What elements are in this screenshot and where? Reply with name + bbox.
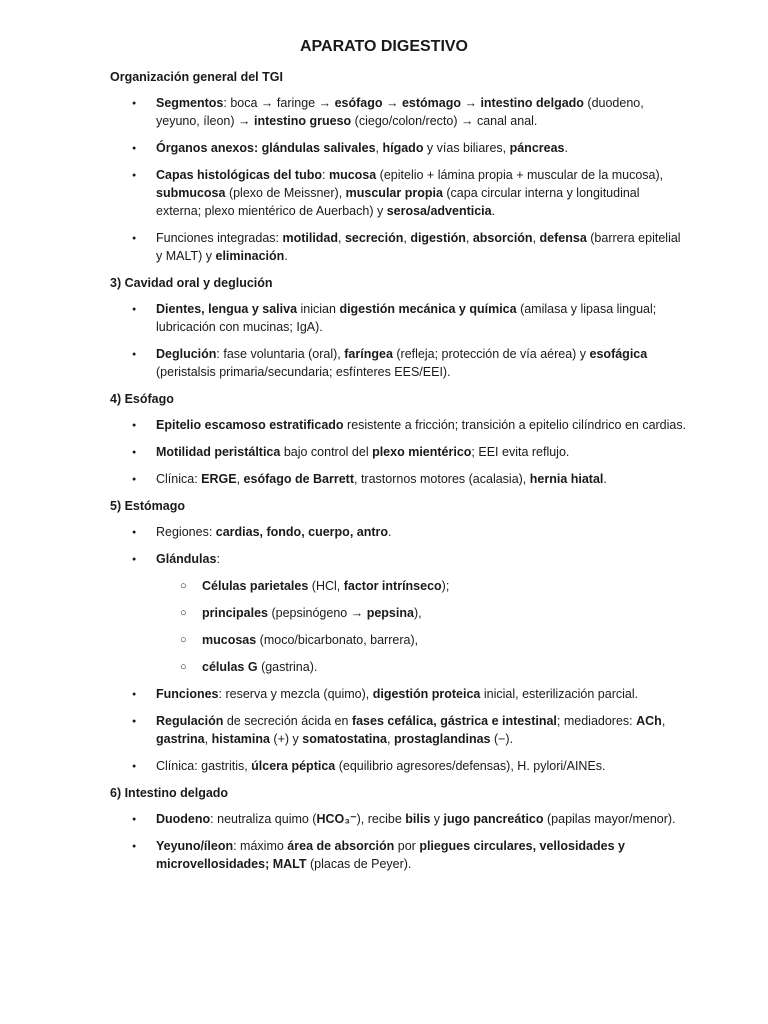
list-item [110,443,688,461]
text: , [375,141,383,155]
bullet-icon: ● [132,449,137,456]
text: (plexo de Meissner), [225,186,346,200]
text: : neutraliza quimo ( [210,812,317,826]
section-heading: 3) Cavidad oral y deglución [110,276,273,290]
text: (barrera epitelial y MALT) y [156,231,681,263]
text: , [236,472,244,486]
text: resistente a fricción; transición a epitelio cilíndrico en cardias. [343,418,687,432]
bold-text: esófago [334,96,383,110]
bold-text: Dientes, lengua y saliva [156,302,298,316]
bold-text: pepsina [366,606,414,620]
text: (+) y [269,732,303,746]
bold-text: jugo pancreático [443,812,544,826]
bullet-icon: ● [132,556,137,563]
sub-list-item [156,658,688,676]
text: (equilibrio agresores/defensas), H. pylori/AINEs. [335,759,606,773]
text: , [204,732,212,746]
section-heading: 4) Esófago [110,392,174,406]
bold-text: serosa/adventicia [386,204,492,218]
bullet-icon: ● [132,100,137,107]
text: de secreción ácida en [223,714,352,728]
text: . [491,204,496,218]
bullet-icon: ● [132,145,137,152]
hollow-bullet-icon: ○ [180,607,187,619]
bold-text: mucosa [328,168,377,182]
bullet-icon: ● [132,476,137,483]
bold-text: plexo mientérico [372,445,472,459]
text: inician [297,302,340,316]
bold-text: páncreas [509,141,565,155]
text: (moco/bicarbonato, barrera), [256,633,419,647]
text: → [461,96,481,110]
bold-text: ERGE [201,472,237,486]
bold-text: digestión proteica [372,687,481,701]
text: . [564,141,568,155]
hollow-bullet-icon: ○ [180,634,187,646]
bold-text: principales [202,606,268,620]
text: inicial, esterilización parcial. [480,687,639,701]
sub-list-item [156,577,688,595]
text: → [382,96,402,110]
text: y vías biliares, [423,141,510,155]
bullet-icon: ● [132,816,137,823]
sub-bullet-list [156,577,688,676]
list-item [110,837,688,873]
bold-text: intestino grueso [253,114,352,128]
bullet-icon: ● [132,763,137,770]
bold-text: fases cefálica, gástrica e intestinal [351,714,557,728]
bold-text: muscular propia [345,186,443,200]
bullet-icon: ● [132,422,137,429]
text: , [387,732,394,746]
text: (peristalsis primaria/secundaria; esfínteres EES/EEI). [156,365,451,379]
bold-text: Órganos anexos: glándulas salivales [156,141,376,155]
section-heading: 5) Estómago [110,499,186,513]
text: . [603,472,607,486]
list-item [110,550,688,676]
list-item [110,300,688,336]
bold-text: motilidad [282,231,339,245]
text: (capa circular interna y longitudinal externa; plexo mientérico de Auerbach) y [156,186,640,218]
bullet-list [110,416,688,488]
sub-list-item [156,631,688,649]
text: . [284,249,288,263]
bullet-icon: ● [132,529,137,536]
bullet-list [110,810,688,873]
bold-text: Yeyuno/íleon [156,839,234,853]
text: : [322,168,329,182]
text: (epitelio + lámina propia + muscular de la mucosa), [376,168,664,182]
bold-text: gastrina [156,732,205,746]
text: (placas de Peyer). [306,857,412,871]
text: (duodeno, yeyuno, íleon) → [156,96,644,128]
text: Funciones integradas: [156,231,283,245]
text: por [394,839,420,853]
hollow-bullet-icon: ○ [180,580,187,592]
list-item [110,345,688,381]
bold-text: Duodeno [156,812,211,826]
bold-text: Regulación [156,714,224,728]
bold-text: área de absorción [287,839,395,853]
text: : [216,552,220,566]
bold-text: bilis [405,812,431,826]
bold-text: secreción [344,231,404,245]
text: : boca → faringe → [223,96,335,110]
text: , [338,231,345,245]
bold-text: Funciones [156,687,219,701]
text: : máximo [233,839,288,853]
text: Clínica: gastritis, [156,759,252,773]
text: : fase voluntaria (oral), [216,347,345,361]
text: : reserva y mezcla (quimo), [218,687,373,701]
text: ), recibe [356,812,406,826]
text: , [661,714,666,728]
text: , [532,231,540,245]
text: , [465,231,473,245]
bold-text: Glándulas [156,552,217,566]
text: ; EEI evita reflujo. [471,445,570,459]
text: Clínica: [156,472,202,486]
text: (amilasa y lipasa lingual; lubricación con mucinas; IgA). [156,302,657,334]
sub-list-item [156,604,688,622]
bold-text: absorción [472,231,533,245]
list-item [110,685,688,703]
bold-text: mucosas [202,633,257,647]
text: ; mediadores: [556,714,637,728]
text: bajo control del [280,445,373,459]
text: Regiones: [156,525,216,539]
text: ), [413,606,422,620]
bullet-icon: ● [132,172,137,179]
bold-text: defensa [539,231,587,245]
list-item [110,166,688,220]
bullet-list [110,94,688,265]
bold-text: Epitelio escamoso estratificado [156,418,344,432]
list-item [110,229,688,265]
bold-text: histamina [211,732,270,746]
bold-text: hernia hiatal [529,472,604,486]
bold-text: estómago [401,96,461,110]
bold-text: esófago de Barrett [243,472,354,486]
text: ); [441,579,450,593]
bold-text: factor intrínseco [343,579,442,593]
bullet-icon: ● [132,691,137,698]
text: (gastrina). [257,660,318,674]
bullet-list [110,523,688,775]
bold-text: submucosa [156,186,226,200]
list-item [110,416,688,434]
bold-text: ACh [636,714,662,728]
bold-text: prostaglandinas [393,732,491,746]
section-heading: Organización general del TGI [110,70,283,84]
bold-text: células G [202,660,258,674]
text: y [430,812,444,826]
text: , trastornos motores (acalasia), [354,472,530,486]
bold-text: esofágica [589,347,648,361]
text: (HCl, [308,579,344,593]
document-body [110,68,688,873]
bold-text: Capas histológicas del tubo [156,168,322,182]
bullet-icon: ● [132,235,137,242]
hollow-bullet-icon: ○ [180,661,187,673]
bold-text: intestino delgado [480,96,584,110]
bullet-icon: ● [132,843,137,850]
bold-text: eliminación [215,249,285,263]
bold-text: hígado [382,141,424,155]
bold-text: úlcera péptica [251,759,336,773]
bullet-list [110,300,688,381]
text: (papilas mayor/menor). [543,812,676,826]
bold-text: HCO₃⁻ [316,812,357,826]
bold-text: faríngea [344,347,393,361]
list-item [110,757,688,775]
text: . [388,525,392,539]
text: , [403,231,411,245]
text: (−). [490,732,514,746]
bullet-icon: ● [132,718,137,725]
bold-text: Segmentos [156,96,224,110]
bold-text: Células parietales [202,579,309,593]
text: (pepsinógeno → [268,606,367,620]
list-item [110,470,688,488]
text: (ciego/colon/recto) → canal anal. [351,114,538,128]
bullet-icon: ● [132,351,137,358]
bullet-icon: ● [132,306,137,313]
bold-text: Motilidad peristáltica [156,445,281,459]
list-item [110,94,688,130]
list-item [110,139,688,157]
list-item [110,712,688,748]
page-title: APARATO DIGESTIVO [299,38,468,55]
text: (refleja; protección de vía aérea) y [392,347,590,361]
bold-text: cardias, fondo, cuerpo, antro [215,525,389,539]
bold-text: pliegues circulares, vellosidades y microvellosidades; MALT [156,839,625,871]
list-item [110,810,688,828]
section-heading: 6) Intestino delgado [110,786,229,800]
bold-text: Deglución [156,347,217,361]
bold-text: digestión mecánica y química [339,302,517,316]
list-item [110,523,688,541]
bold-text: digestión [410,231,466,245]
bold-text: somatostatina [302,732,387,746]
